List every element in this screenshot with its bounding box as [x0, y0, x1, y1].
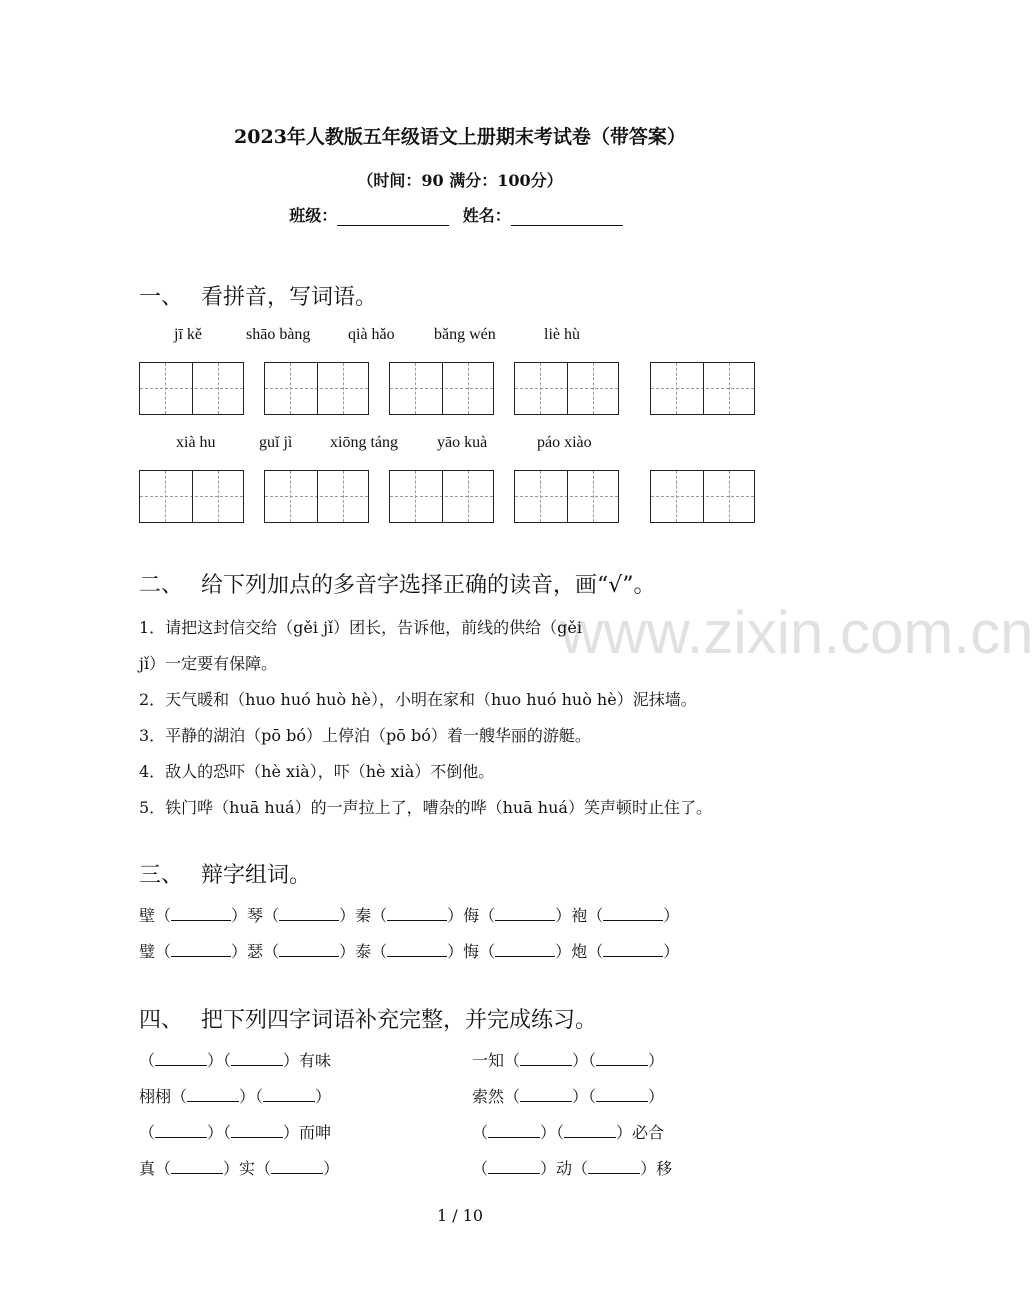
answer-blank[interactable]: [271, 1161, 323, 1174]
idiom-part: 动: [556, 1159, 573, 1178]
idiom-row: 一知（ ）（ ）: [472, 1051, 665, 1070]
question-line: 3．平静的湖泊（pō bó）上停泊（pō bó）着一艘华丽的游艇。: [139, 726, 591, 745]
section-title: 看拼音，写词语。: [201, 285, 378, 310]
char: 泰: [355, 942, 372, 961]
answer-blank[interactable]: [520, 1053, 572, 1066]
answer-blank[interactable]: [263, 1089, 315, 1102]
answer-blank[interactable]: [231, 1125, 283, 1138]
pinyin: bǎng wén: [434, 326, 496, 343]
pinyin: jī kě: [174, 326, 202, 343]
writing-box[interactable]: [514, 470, 619, 523]
idiom-part: 真: [139, 1159, 156, 1178]
writing-box[interactable]: [264, 470, 369, 523]
answer-blank[interactable]: [279, 944, 339, 957]
answer-blank[interactable]: [488, 1161, 540, 1174]
answer-blank[interactable]: [564, 1125, 616, 1138]
answer-blank[interactable]: [231, 1053, 283, 1066]
section-number: 一、: [139, 285, 184, 310]
answer-blank[interactable]: [171, 908, 231, 921]
student-info: [0, 203, 920, 226]
answer-blank[interactable]: [187, 1089, 239, 1102]
idiom-part: 而呻: [299, 1123, 332, 1142]
answer-blank[interactable]: [488, 1125, 540, 1138]
idiom-row: 真（ ）实（ ）: [139, 1159, 340, 1178]
pinyin: qià hǎo: [348, 326, 395, 343]
char: 悔: [463, 942, 480, 961]
class-field[interactable]: [337, 209, 449, 226]
section-number: 二、: [139, 573, 184, 598]
writing-box[interactable]: [650, 362, 755, 415]
idiom-row: （ ）动（ ）移: [472, 1159, 673, 1178]
idiom-part: 必合: [632, 1123, 665, 1142]
section-title: 给下列加点的多音字选择正确的读音，画“√”。: [201, 573, 656, 598]
question-line: 4．敌人的恐吓（hè xià），吓（hè xià）不倒他。: [139, 762, 495, 781]
idiom-part: 有味: [299, 1051, 332, 1070]
section-1-heading: [139, 280, 377, 311]
section-3-heading: [139, 858, 311, 889]
writing-box[interactable]: [139, 470, 244, 523]
char: 秦: [355, 906, 372, 925]
answer-blank[interactable]: [495, 908, 555, 921]
pinyin: yāo kuà: [437, 434, 488, 451]
answer-blank[interactable]: [387, 908, 447, 921]
page-number: 1 / 10: [436, 1206, 484, 1225]
question-line: 1．请把这封信交给（gěi jǐ）团长，告诉他，前线的供给（gěi: [139, 618, 583, 637]
answer-blank[interactable]: [171, 1161, 223, 1174]
exam-info: （时间：90 满分：100分）: [357, 171, 563, 190]
idiom-row: 栩栩（ ）（ ）: [139, 1087, 332, 1106]
char: 袍: [571, 906, 588, 925]
char: 琴: [247, 906, 264, 925]
question-line: 2．天气暖和（huo huó huò hè），小明在家和（huo huó huò hè）泥抹墙。: [139, 690, 697, 709]
answer-blank[interactable]: [171, 944, 231, 957]
answer-blank[interactable]: [495, 944, 555, 957]
answer-blank[interactable]: [520, 1089, 572, 1102]
pinyin: guǐ jì: [259, 434, 293, 451]
section-2-heading: [139, 568, 656, 599]
watermark: www.zixin.com.cn: [560, 599, 1033, 666]
name-field[interactable]: [511, 209, 623, 226]
idiom-row: （ ）（ ）必合: [472, 1123, 665, 1142]
char: 侮: [463, 906, 480, 925]
section-number: 四、: [139, 1008, 184, 1033]
answer-blank[interactable]: [588, 1161, 640, 1174]
writing-box[interactable]: [650, 470, 755, 523]
idiom-part: 一知: [472, 1051, 505, 1070]
idiom-row: （ ）（ ）而呻: [139, 1123, 332, 1142]
writing-box[interactable]: [389, 362, 494, 415]
char: 炮: [571, 942, 588, 961]
pinyin: shāo bàng: [246, 326, 311, 343]
section-4-heading: [139, 1003, 597, 1034]
idiom-row: 索然（ ）（ ）: [472, 1087, 665, 1106]
answer-blank[interactable]: [603, 944, 663, 957]
char: 璧: [139, 942, 156, 961]
section-number: 三、: [139, 863, 184, 888]
answer-blank[interactable]: [387, 944, 447, 957]
idiom-row: （ ）（ ）有味: [139, 1051, 332, 1070]
pinyin: xiōng táng: [330, 434, 398, 451]
writing-box[interactable]: [389, 470, 494, 523]
section-title: 辩字组词。: [201, 863, 312, 888]
answer-blank[interactable]: [596, 1053, 648, 1066]
answer-blank[interactable]: [155, 1053, 207, 1066]
pinyin: xià hu: [176, 434, 216, 451]
idiom-part: 索然: [472, 1087, 505, 1106]
question-line: 5．铁门哗（huā huá）的一声拉上了，嘈杂的哗（huā huá）笑声顿时止住了。: [139, 798, 712, 817]
answer-blank[interactable]: [596, 1089, 648, 1102]
idiom-part: 栩栩: [139, 1087, 172, 1106]
writing-box[interactable]: [139, 362, 244, 415]
class-label: 班级：: [289, 206, 338, 225]
name-label: 姓名：: [462, 206, 511, 225]
page-title: 2023年人教版五年级语文上册期末考试卷（带答案）: [234, 126, 686, 148]
section-title: 把下列四字词语补充完整，并完成练习。: [201, 1008, 598, 1033]
word-row: 壁（ ）琴（ ）秦（ ）侮（ ）袍（ ）: [139, 906, 680, 925]
pinyin: páo xiào: [537, 434, 592, 451]
answer-blank[interactable]: [155, 1125, 207, 1138]
writing-box[interactable]: [264, 362, 369, 415]
idiom-part: 移: [656, 1159, 673, 1178]
question-line: jǐ）一定要有保障。: [139, 654, 278, 673]
char: 瑟: [247, 942, 264, 961]
writing-box[interactable]: [514, 362, 619, 415]
word-row: 璧（ ）瑟（ ）泰（ ）悔（ ）炮（ ）: [139, 942, 680, 961]
pinyin: liè hù: [544, 326, 580, 343]
answer-blank[interactable]: [603, 908, 663, 921]
idiom-part: 实: [239, 1159, 256, 1178]
char: 壁: [139, 906, 156, 925]
answer-blank[interactable]: [279, 908, 339, 921]
